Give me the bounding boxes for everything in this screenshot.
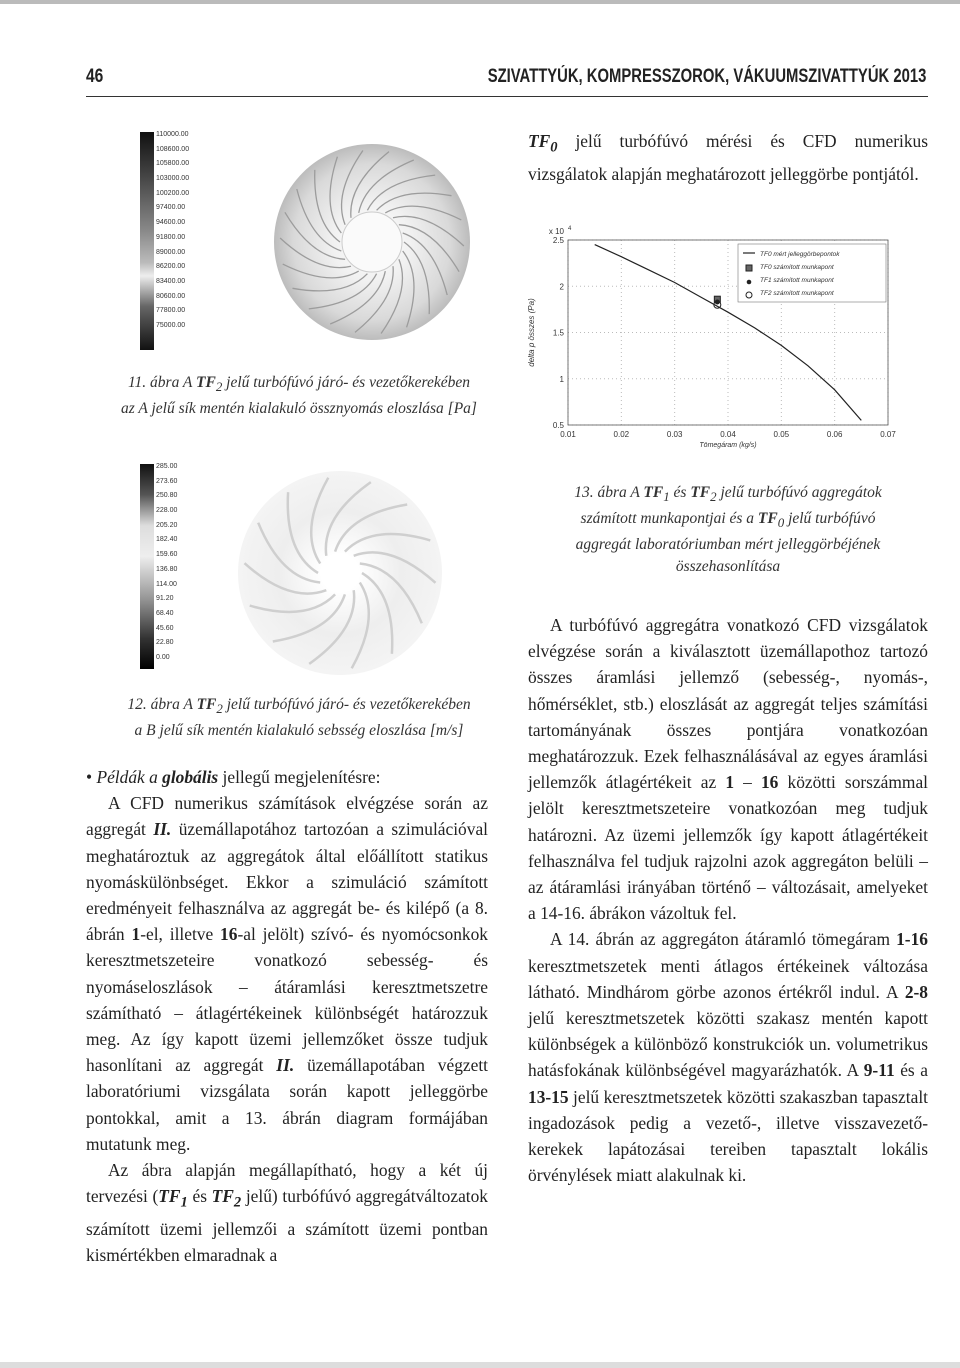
figure-11: [140, 128, 490, 368]
velocity-scale-labels: [156, 460, 177, 666]
y-tick-label: 1.5: [552, 328, 564, 338]
velocity-scale-value-6: 159.60: [156, 551, 178, 559]
pressure-scale-value-12: 77800.00: [156, 307, 186, 315]
pressure-scale-value-13: 75000.00: [156, 321, 186, 329]
figure-11-caption: 11. ábra A $TF_2$ jelű turbófúvó járó- és vezetőkerekében az A jelű sík mentén kialakuló össznyomás eloszlása [Pa]: [121, 374, 477, 418]
velocity-scale-value-12: 22.80: [156, 639, 174, 647]
velocity-scale-value-0: 285.00: [156, 463, 178, 470]
journal-title: SZIVATTYÚK, KOMPRESSZOROK, VÁKUUMSZIVATTYÚK 2013: [487, 66, 926, 87]
velocity-scale-value-5: 182.40: [156, 536, 178, 544]
velocity-color-scale: [140, 464, 154, 669]
x-tick-label: 0.04: [720, 430, 736, 439]
x-multiplier-label: x 10: [548, 227, 564, 236]
pressure-scale-value-5: 97400.00: [156, 204, 186, 212]
x-multiplier-exponent: 4: [568, 226, 572, 232]
pressure-scale-value-4: 100200.00: [156, 189, 190, 197]
header-rule: [86, 96, 928, 97]
legend-marker-dot: [747, 280, 752, 285]
pressure-scale-value-6: 94600.00: [156, 219, 186, 227]
scan-bottom-edge: [0, 1362, 960, 1368]
figure-12: [140, 460, 490, 680]
scan-top-edge: [0, 0, 960, 4]
y-tick-label: 2.5: [552, 236, 564, 245]
x-tick-label: 0.06: [826, 430, 843, 439]
page-number: 46: [86, 66, 104, 87]
right-paragraph-1: A turbófúvó aggregátra vonatkozó CFD vizsgálatok elvégzése során a kiválasztott üzemállapothoz tartozó összes áramlási jellemző (sebesség-, nyomás-, hőmérséklet, stb.) eloszlását az aggregát teljes számítási tartományának összes pontjára vonatkozóan meghatározzuk. Ezek felhasználásával az egyes áramlási jellemzők átlagértékeit az 1 – 16 közötti sorszámmal jelölt keresztmetszeteire vonatkozóan meg tudjuk határozni. Az üzemi jellemzők így kapott átlagértékeit felhasználva fel tudjuk rajzolni azok aggregáton belüli – az átáramlási irányában történő – változásait, amelyeket a 14-16. ábrákon vázoltuk fel.: [528, 615, 928, 924]
bullet-icon: •: [86, 767, 93, 787]
pressure-contour-plot: [272, 138, 472, 348]
x-axis-label: Tömegáram (kg/s): [699, 442, 757, 449]
legend-entry: TF0 mért jelleggörbepontok: [760, 251, 840, 258]
figure-12-caption: 12. ábra A $TF_2$ jelű turbófúvó járó- és vezetőkerekében a B jelű sík mentén kialakuló sebsség eloszlása [m/s]: [127, 696, 471, 740]
pressure-scale-value-8: 89000.00: [156, 248, 186, 256]
velocity-scale-value-10: 68.40: [156, 609, 174, 617]
pressure-color-scale: [140, 132, 154, 350]
x-tick-label: 0.03: [666, 430, 683, 439]
pressure-scale-value-11: 80600.00: [156, 292, 186, 300]
pressure-scale-value-1: 108600.00: [156, 145, 190, 153]
x-tick-label: 0.07: [880, 430, 896, 439]
velocity-scale-value-8: 114.00: [156, 580, 177, 588]
velocity-scale-value-2: 250.80: [156, 492, 178, 500]
velocity-scale-value-3: 228.00: [156, 507, 178, 515]
pressure-scale-value-10: 83400.00: [156, 277, 186, 285]
right-paragraph-2: A 14. ábrán az aggregáton átáramló tömegáram 1-16 keresztmetszetek menti átlagos értékeinek változása látható. Mindhárom görbe azonos értékről indul. A 2-8 jelű keresztmetszetek közötti szakasz mentén kapott különbségek a különböző konstrukciók un. volumetrikus hatásfokának különbségével magyarázhatók. A 9-11 és a 13-15 jelű keresztmetszetek közötti szakaszban tapasztalt ingadozások pedig a vezető-, illetve visszavezető- kerekek lapátozásai tereiben tapasztalt lokális örvénylések miatt alakulnak ki.: [528, 929, 928, 1186]
velocity-scale-value-11: 45.60: [156, 624, 174, 632]
x-tick-label: 0.01: [560, 430, 576, 439]
y-tick-label: 0.5: [552, 421, 564, 430]
right-text-column: [528, 612, 928, 1188]
velocity-scale-value-13: 0.00: [156, 653, 170, 661]
velocity-contour-plot: [235, 468, 445, 678]
legend-entry: TF2 számított munkapont: [760, 290, 834, 297]
y-tick-label: 2: [559, 282, 564, 292]
legend-entry: TF1 számított munkapont: [760, 277, 834, 284]
pressure-scale-labels: [156, 128, 189, 334]
pressure-scale-value-0: 110000.00: [156, 131, 189, 138]
velocity-scale-value-4: 205.20: [156, 521, 178, 529]
pressure-scale-value-7: 91800.00: [156, 233, 186, 241]
legend-entry: TF0 számított munkapont: [760, 264, 834, 271]
figure-13-chart: [520, 220, 900, 460]
pressure-scale-value-2: 105800.00: [156, 160, 190, 168]
pressure-scale-value-9: 86200.00: [156, 263, 186, 271]
bullet-paragraph: • Példák a globális jellegű megjelenítésre:: [86, 767, 381, 787]
left-paragraph-2: Az ábra alapján megállapítható, hogy a két új tervezési ($TF_1$ és $TF_2$ jelű) turbófúvó aggregátváltozatok számított üzemi jellemzői a számított üzemi pontban kismértékben elmaradnak a: [86, 1160, 489, 1266]
velocity-scale-value-7: 136.80: [156, 565, 178, 573]
x-tick-label: 0.02: [613, 430, 630, 439]
left-paragraph-1: A CFD numerikus számítások elvégzése során az aggregát II. üzemállapotához tartozóan a szimulációval meghatároztuk az aggregátok által előállított statikus nyomáskülönbséget. Ekkor a szimuláció számított eredményeit felhasználva az aggregát be- és kilépő (a 8. ábrán 1-el, illetve 16-al jelölt) szívó- és nyomócsonkok keresztmetszeteire vonatkozó sebesség- és nyomáseloszlások – átáramlási keresztmetszetre számítható – átlagértékeinek különbségét határozzuk meg. Az így kapott üzemi jellemzőket össze tudjuk hasonlítani az aggregát II. üzemállapotában végzett laboratóriumi vizsgálata során kapott jelleggörbe pontokkal, amit a 13. ábrán diagram formájában mutatunk meg.: [86, 793, 489, 1154]
velocity-scale-value-9: 91.20: [156, 595, 174, 603]
figure-13-caption: 13. ábra A $TF_1$ és $TF_2$ jelű turbófúvó aggregátok számított munkapontjai és a $TF_0$ jelű turbófúvó aggregát laboratóriumban mért jelleggörbéjének összehasonlítása: [574, 484, 882, 576]
left-text-column: [86, 764, 488, 1268]
x-tick-label: 0.05: [773, 430, 790, 439]
right-intro: $TF_0$ jelű turbófúvó mérési és CFD numerikus vizsgálatok alapján meghatározott jelleggörbe pontjától.: [528, 131, 928, 184]
y-tick-label: 1: [559, 374, 564, 384]
pressure-scale-value-3: 103000.00: [156, 175, 190, 183]
legend-marker-square: [746, 265, 752, 271]
velocity-scale-value-1: 273.60: [156, 477, 178, 485]
y-axis-label: delta p összes (Pa): [527, 298, 536, 367]
